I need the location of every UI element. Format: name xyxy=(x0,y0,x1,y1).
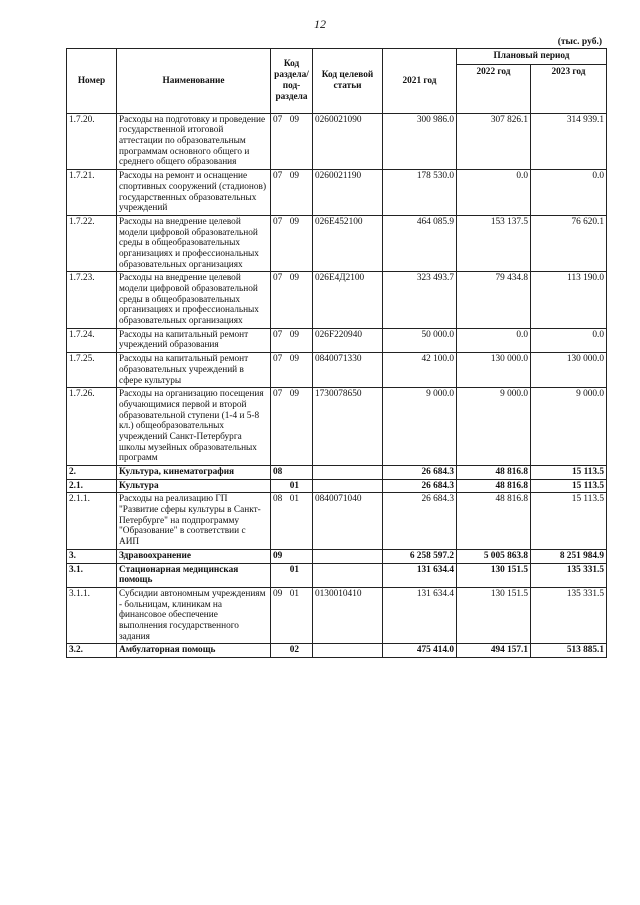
section-code: 07 xyxy=(273,216,283,227)
subsection-code: 01 xyxy=(289,588,299,599)
section-code: 08 xyxy=(273,467,283,477)
subsection-code: 01 xyxy=(289,480,299,491)
row-target-code xyxy=(313,479,383,493)
row-name: Расходы на реализацию ГП "Развитие сферы культуры в Санкт-Петербурге" на подпрограмму "Образование" в соответствии с АИП xyxy=(117,493,271,549)
header-2022: 2022 год xyxy=(457,64,531,113)
header-2021: 2021 год xyxy=(383,49,457,114)
row-target-code: 026E452100 xyxy=(313,215,383,271)
subsection-code: 02 xyxy=(289,645,299,656)
header-target: Код целевой статьи xyxy=(313,49,383,114)
row-section-code xyxy=(271,113,313,169)
row-value-2022: 48 816.8 xyxy=(457,493,531,549)
section-code: 09 xyxy=(273,588,283,599)
row-value-2021: 131 634.4 xyxy=(383,563,457,587)
row-number: 1.7.21. xyxy=(67,170,117,216)
row-section-code xyxy=(271,587,313,643)
row-value-2021: 42 100.0 xyxy=(383,353,457,388)
row-name: Расходы на капитальный ремонт образовательных учреждений в сфере культуры xyxy=(117,353,271,388)
row-value-2023: 76 620.1 xyxy=(531,215,607,271)
row-value-2021: 464 085.9 xyxy=(383,215,457,271)
table-row xyxy=(67,272,607,328)
row-name: Расходы на ремонт и оснащение спортивных сооружений (стадионов) государственных образовательных учреждений xyxy=(117,170,271,216)
row-name: Расходы на внедрение целевой модели цифровой образовательной среды в общеобразовательных организациях и профессиональных образовательных организациях xyxy=(117,272,271,328)
row-target-code xyxy=(313,549,383,563)
row-section-code xyxy=(271,170,313,216)
row-target-code: 0130010410 xyxy=(313,587,383,643)
row-value-2023: 15 113.5 xyxy=(531,493,607,549)
row-value-2022: 130 151.5 xyxy=(457,563,531,587)
row-value-2022: 0.0 xyxy=(457,170,531,216)
row-value-2023: 15 113.5 xyxy=(531,466,607,480)
row-section-code xyxy=(271,479,313,493)
row-target-code: 0840071040 xyxy=(313,493,383,549)
row-number: 1.7.22. xyxy=(67,215,117,271)
row-value-2023: 8 251 984.9 xyxy=(531,549,607,563)
row-value-2022: 0.0 xyxy=(457,328,531,352)
row-number: 2.1.1. xyxy=(67,493,117,549)
table-row xyxy=(67,563,607,587)
row-number: 1.7.25. xyxy=(67,353,117,388)
row-value-2023: 513 885.1 xyxy=(531,644,607,658)
table-row xyxy=(67,113,607,169)
row-section-code xyxy=(271,388,313,466)
table-row xyxy=(67,466,607,480)
row-number: 3.1. xyxy=(67,563,117,587)
row-value-2022: 130 151.5 xyxy=(457,587,531,643)
table-row xyxy=(67,479,607,493)
row-name: Расходы на подготовку и проведение государственной итоговой аттестации по образовательным программам основного общего и среднего общего образования xyxy=(117,113,271,169)
subsection-code: 09 xyxy=(289,114,299,125)
row-target-code xyxy=(313,466,383,480)
header-row xyxy=(67,49,607,65)
row-target-code: 1730078650 xyxy=(313,388,383,466)
row-target-code xyxy=(313,644,383,658)
row-name: Культура, кинематография xyxy=(117,466,271,480)
row-target-code: 0840071330 xyxy=(313,353,383,388)
subsection-code: 01 xyxy=(289,494,299,505)
row-value-2021: 26 684.3 xyxy=(383,479,457,493)
table-row xyxy=(67,587,607,643)
row-number: 3.1.1. xyxy=(67,587,117,643)
row-number: 3.2. xyxy=(67,644,117,658)
row-value-2022: 9 000.0 xyxy=(457,388,531,466)
row-number: 3. xyxy=(67,549,117,563)
row-number: 1.7.26. xyxy=(67,388,117,466)
row-target-code: 0260021190 xyxy=(313,170,383,216)
row-value-2021: 26 684.3 xyxy=(383,493,457,549)
page-number: 12 xyxy=(314,17,326,31)
table-row xyxy=(67,328,607,352)
row-target-code: 0260021090 xyxy=(313,113,383,169)
row-name: Амбулаторная помощь xyxy=(117,644,271,658)
row-section-code xyxy=(271,215,313,271)
table-row xyxy=(67,549,607,563)
units-label: (тыс. руб.) xyxy=(557,37,602,47)
row-value-2022: 48 816.8 xyxy=(457,479,531,493)
section-code: 07 xyxy=(273,354,283,365)
row-section-code xyxy=(271,466,313,480)
row-value-2021: 50 000.0 xyxy=(383,328,457,352)
row-name: Расходы на капитальный ремонт учреждений образования xyxy=(117,328,271,352)
row-name: Расходы на организацию посещения обучающимися первой и второй образовательной ступени (1-4 и 5-8 кл.) общеобразовательных учреждений Санкт-Петербурга школы музейных образовательных программ xyxy=(117,388,271,466)
section-code: 07 xyxy=(273,273,283,284)
row-value-2023: 0.0 xyxy=(531,170,607,216)
row-section-code xyxy=(271,353,313,388)
table-row xyxy=(67,215,607,271)
row-value-2023: 9 000.0 xyxy=(531,388,607,466)
row-name: Субсидии автономным учреждениям - больницам, клиникам на финансовое обеспечение выполнения государственного задания xyxy=(117,587,271,643)
row-section-code xyxy=(271,272,313,328)
subsection-code: 09 xyxy=(289,329,299,340)
header-planned-period: Плановый период xyxy=(457,49,607,65)
budget-table xyxy=(66,48,607,658)
row-name: Расходы на внедрение целевой модели цифровой образовательной среды в общеобразовательных организациях и профессиональных образовательных организациях xyxy=(117,215,271,271)
row-section-code xyxy=(271,493,313,549)
row-target-code: 026F220940 xyxy=(313,328,383,352)
subsection-code: 01 xyxy=(289,564,299,575)
row-value-2022: 153 137.5 xyxy=(457,215,531,271)
row-value-2023: 135 331.5 xyxy=(531,587,607,643)
row-value-2022: 130 000.0 xyxy=(457,353,531,388)
row-value-2022: 79 434.8 xyxy=(457,272,531,328)
subsection-code: 09 xyxy=(289,273,299,284)
row-value-2022: 5 005 863.8 xyxy=(457,549,531,563)
row-number: 1.7.23. xyxy=(67,272,117,328)
row-value-2021: 178 530.0 xyxy=(383,170,457,216)
table-row xyxy=(67,170,607,216)
section-code: 08 xyxy=(273,494,283,505)
row-number: 1.7.20. xyxy=(67,113,117,169)
header-section: Код раздела/ под- раздела xyxy=(271,49,313,114)
row-number: 2.1. xyxy=(67,479,117,493)
row-value-2022: 307 826.1 xyxy=(457,113,531,169)
section-code: 07 xyxy=(273,329,283,340)
subsection-code: 09 xyxy=(289,354,299,365)
row-value-2022: 48 816.8 xyxy=(457,466,531,480)
row-value-2021: 475 414.0 xyxy=(383,644,457,658)
row-value-2021: 300 986.0 xyxy=(383,113,457,169)
row-section-code xyxy=(271,549,313,563)
row-target-code: 026E4Д2100 xyxy=(313,272,383,328)
table-row xyxy=(67,353,607,388)
row-value-2021: 323 493.7 xyxy=(383,272,457,328)
row-value-2021: 26 684.3 xyxy=(383,466,457,480)
table-row xyxy=(67,644,607,658)
row-value-2022: 494 157.1 xyxy=(457,644,531,658)
header-number: Номер xyxy=(67,49,117,114)
row-value-2023: 0.0 xyxy=(531,328,607,352)
row-name: Культура xyxy=(117,479,271,493)
subsection-code: 09 xyxy=(289,171,299,182)
section-code: 07 xyxy=(273,114,283,125)
row-number: 1.7.24. xyxy=(67,328,117,352)
table-row xyxy=(67,493,607,549)
section-code: 09 xyxy=(273,550,283,561)
row-value-2021: 9 000.0 xyxy=(383,388,457,466)
subsection-code: 09 xyxy=(289,389,299,400)
row-number: 2. xyxy=(67,466,117,480)
row-name: Стационарная медицинская помощь xyxy=(117,563,271,587)
row-target-code xyxy=(313,563,383,587)
subsection-code: 09 xyxy=(289,216,299,227)
row-value-2023: 113 190.0 xyxy=(531,272,607,328)
section-code: 07 xyxy=(273,389,283,400)
table-row xyxy=(67,388,607,466)
row-value-2021: 131 634.4 xyxy=(383,587,457,643)
row-value-2021: 6 258 597.2 xyxy=(383,549,457,563)
row-section-code xyxy=(271,563,313,587)
header-2023: 2023 год xyxy=(531,64,607,113)
row-value-2023: 15 113.5 xyxy=(531,479,607,493)
section-code: 07 xyxy=(273,171,283,182)
row-value-2023: 135 331.5 xyxy=(531,563,607,587)
row-value-2023: 130 000.0 xyxy=(531,353,607,388)
row-section-code xyxy=(271,328,313,352)
row-value-2023: 314 939.1 xyxy=(531,113,607,169)
header-name: Наименование xyxy=(117,49,271,114)
row-section-code xyxy=(271,644,313,658)
row-name: Здравоохранение xyxy=(117,549,271,563)
